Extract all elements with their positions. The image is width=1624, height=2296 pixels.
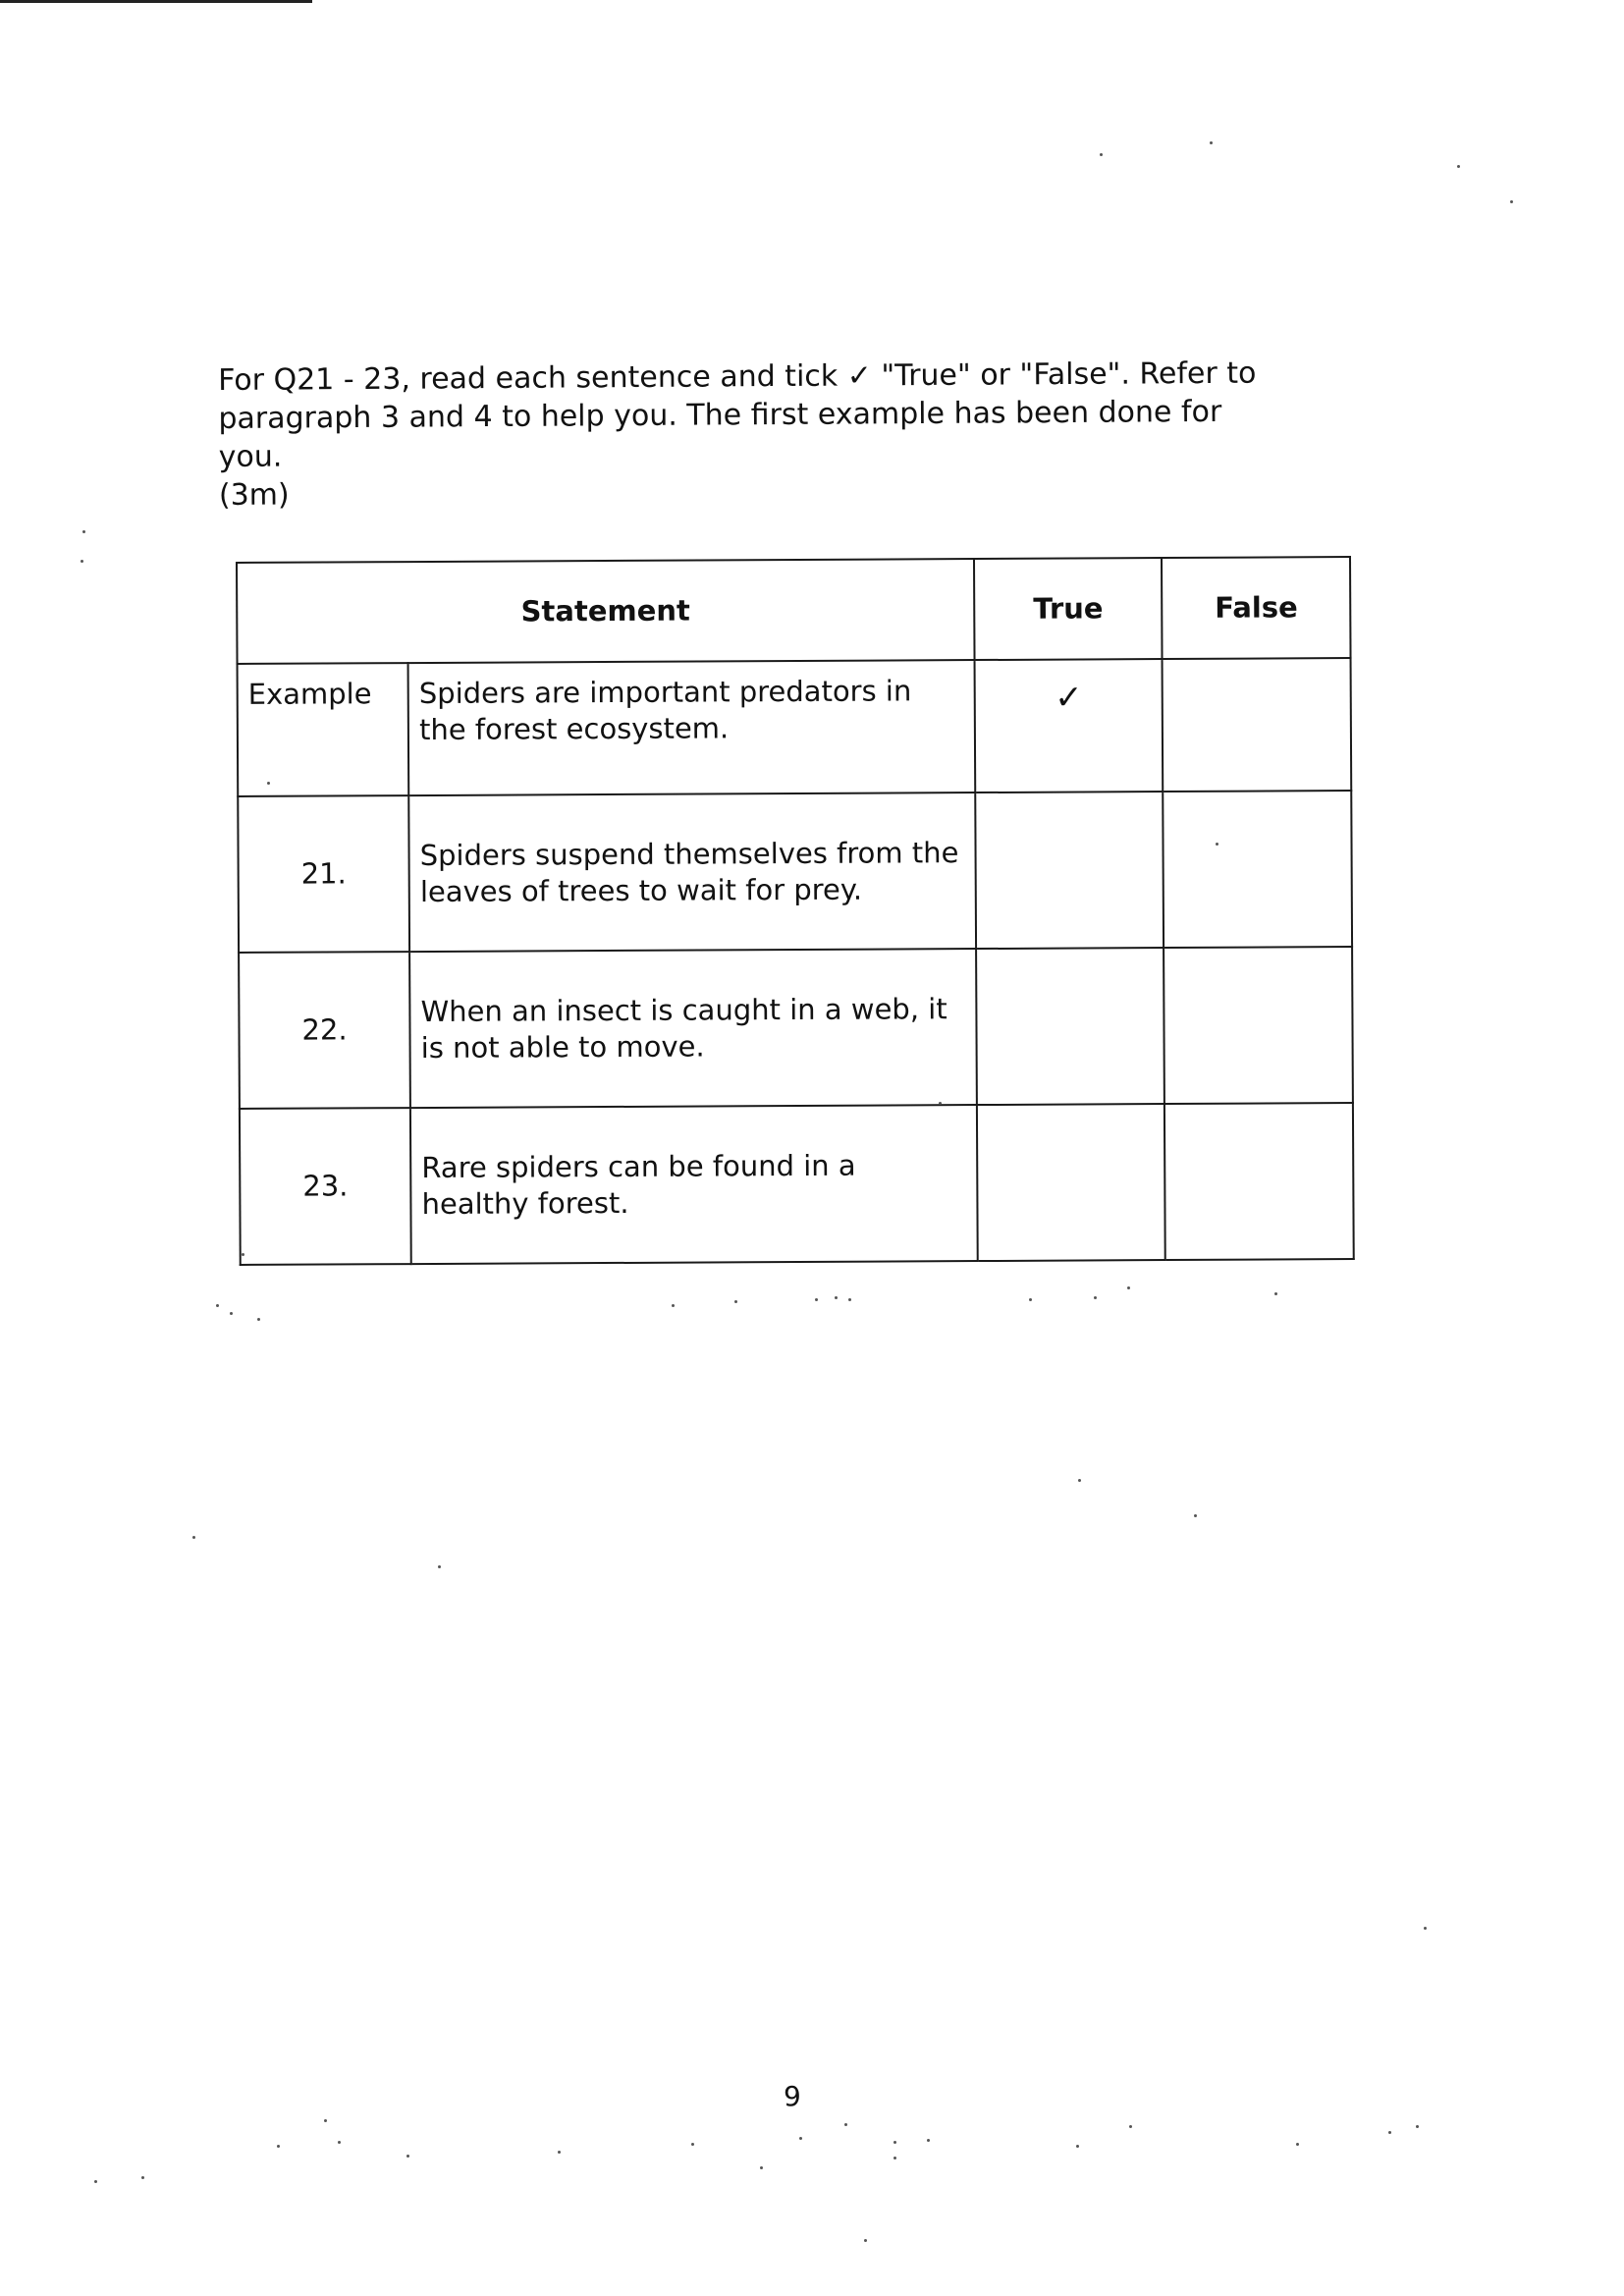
row-label: 21. — [238, 795, 409, 953]
scan-speck — [324, 2119, 327, 2122]
scan-speck — [230, 1312, 233, 1315]
scan-speck — [848, 1298, 851, 1301]
scan-speck — [927, 2139, 930, 2142]
scan-speck — [893, 2141, 896, 2144]
scan-speck — [1078, 1479, 1081, 1482]
scan-speck — [82, 530, 85, 533]
top-rule — [0, 0, 312, 3]
row-statement: Spiders suspend themselves from the leaves of trees to wait for prey. — [408, 793, 976, 952]
scan-speck — [192, 1536, 195, 1539]
scan-speck — [81, 560, 83, 563]
scan-speck — [141, 2176, 144, 2179]
instructions-line-2: paragraph 3 and 4 to help you. The first example has been done for you. — [218, 394, 1222, 474]
true-tick-cell[interactable]: ✓ — [974, 659, 1163, 793]
scan-speck — [267, 782, 270, 785]
table-row-example — [238, 658, 1352, 796]
scan-speck — [1129, 2125, 1132, 2128]
scan-speck — [242, 1253, 244, 1256]
row-statement: Rare spiders can be found in a healthy forest. — [410, 1105, 978, 1264]
scan-speck — [844, 2123, 847, 2126]
scan-speck — [94, 2180, 97, 2183]
scan-speck — [257, 1318, 260, 1321]
row-label: 22. — [239, 952, 410, 1109]
false-tick-cell[interactable] — [1164, 947, 1353, 1104]
page-number: 9 — [784, 2080, 801, 2112]
scan-speck — [438, 1565, 441, 1568]
false-header: False — [1162, 557, 1350, 659]
scan-speck — [691, 2143, 694, 2146]
scan-speck — [864, 2239, 867, 2242]
scan-speck — [1296, 2143, 1299, 2146]
scan-speck — [1424, 1927, 1427, 1930]
scan-speck — [1388, 2131, 1391, 2134]
scan-speck — [338, 2141, 341, 2144]
row-label: Example — [238, 663, 409, 796]
scan-speck — [1510, 200, 1513, 203]
table-row-q23 — [240, 1103, 1354, 1265]
scan-speck — [1457, 165, 1460, 168]
table-row-q22 — [239, 947, 1353, 1109]
row-label: 23. — [240, 1108, 411, 1265]
scan-speck — [1416, 2125, 1419, 2128]
scan-speck — [835, 1296, 838, 1299]
scan-speck — [799, 2137, 802, 2140]
scan-speck — [1029, 1298, 1032, 1301]
scan-speck — [1094, 1296, 1097, 1299]
true-tick-cell[interactable] — [976, 948, 1164, 1105]
table-row-q21 — [238, 791, 1352, 953]
false-tick-cell[interactable] — [1163, 658, 1351, 792]
instructions — [218, 354, 1279, 515]
scan-speck — [815, 1298, 818, 1301]
false-tick-cell[interactable] — [1164, 1103, 1353, 1260]
scan-speck — [216, 1304, 219, 1307]
scan-speck — [1210, 141, 1213, 144]
scan-speck — [1216, 843, 1218, 846]
scan-speck — [1127, 1286, 1130, 1289]
true-header: True — [974, 558, 1163, 660]
instructions-line-1: For Q21 - 23, read each sentence and tick ✓ "True" or "False". Refer to — [218, 355, 1257, 398]
true-tick-cell[interactable] — [975, 792, 1164, 949]
row-statement: When an insect is caught in a web, it is not able to move. — [409, 949, 977, 1108]
scan-speck — [558, 2151, 561, 2154]
scan-speck — [1076, 2145, 1079, 2148]
true-tick-cell[interactable] — [977, 1104, 1165, 1261]
scan-speck — [1100, 153, 1103, 156]
table-header-row — [237, 557, 1351, 664]
false-tick-cell[interactable] — [1164, 791, 1352, 948]
scan-speck — [893, 2157, 896, 2159]
scan-speck — [760, 2166, 763, 2169]
scan-speck — [1194, 1514, 1197, 1517]
scan-speck — [1274, 1292, 1277, 1295]
scan-speck — [734, 1300, 737, 1303]
scan-speck — [277, 2145, 280, 2148]
true-false-table — [236, 556, 1355, 1266]
row-statement: Spiders are important predators in the forest ecosystem. — [408, 660, 975, 795]
scan-speck — [672, 1304, 675, 1307]
scan-speck — [406, 2155, 409, 2158]
instructions-marks: (3m) — [218, 477, 290, 513]
statement-header: Statement — [237, 559, 974, 664]
scan-speck — [939, 1102, 942, 1105]
